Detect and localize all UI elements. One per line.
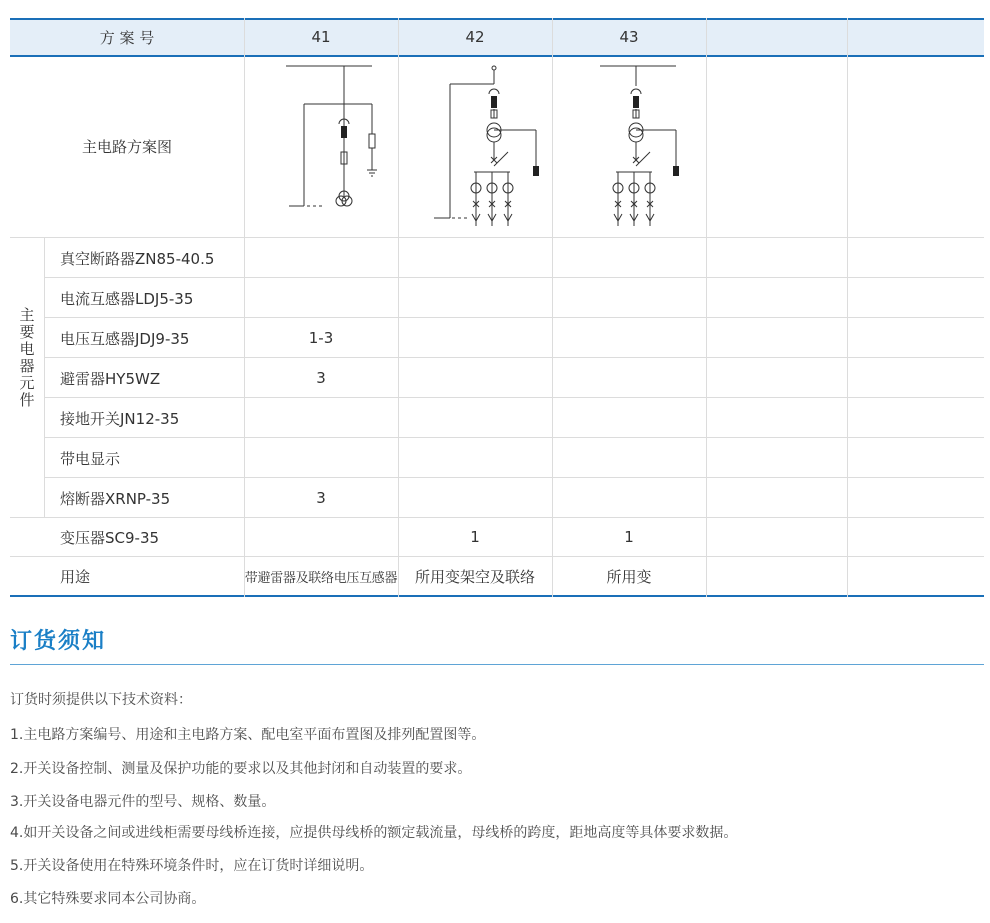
col-divider — [44, 237, 45, 517]
group-label-char: 元 — [19, 374, 35, 392]
ordering-item: 2.开关设备控制、测量及保护功能的要求以及其他封闭和自动装置的要求。 — [10, 761, 472, 777]
col-divider — [706, 18, 707, 597]
group-label-char: 器 — [19, 357, 35, 375]
component-name: 避雷器HY5WZ — [60, 369, 161, 388]
scheme-header-label: 方 案 号 — [99, 28, 155, 47]
scheme-number — [706, 18, 847, 56]
component-name: 熔断器XRNP-35 — [60, 489, 171, 508]
circuit-diagram-41 — [244, 56, 398, 237]
component-name: 接地开关JN12-35 — [60, 409, 180, 428]
scheme-number: 41 — [311, 28, 331, 46]
ordering-item: 4.如开关设备之间或进线柜需要母线桥连接，应提供母线桥的额定载流量，母线桥的跨度，距地高度等具体要求数据。 — [10, 825, 738, 841]
main-components-group-label — [10, 298, 44, 418]
table-bottom-border — [10, 595, 984, 597]
usage-value: 所用变架空及联络 — [414, 567, 535, 586]
ordering-intro: 订货时须提供以下技术资料： — [10, 692, 192, 708]
scheme-table — [10, 18, 984, 597]
scheme-number: 42 — [465, 28, 485, 46]
ordering-section-title: 订货须知 — [10, 629, 107, 654]
component-value: 3 — [316, 489, 326, 507]
circuit-diagram-42 — [398, 56, 552, 237]
group-label-char: 件 — [19, 391, 35, 409]
ordering-section-divider — [10, 664, 984, 665]
circuit-diagram-43 — [552, 56, 706, 237]
group-label-char: 电 — [19, 340, 35, 358]
col-divider — [847, 18, 848, 597]
scheme-number: 43 — [619, 28, 639, 46]
transformer-name: 变压器SC9-35 — [60, 528, 160, 547]
transformer-value: 1 — [624, 528, 634, 546]
usage-label: 用途 — [60, 567, 91, 586]
group-label-char: 要 — [19, 323, 35, 341]
ordering-item: 6.其它特殊要求同本公司协商。 — [10, 891, 206, 907]
component-name: 电压互感器JDJ9-35 — [60, 329, 190, 348]
transformer-value: 1 — [470, 528, 480, 546]
scheme-number — [847, 18, 984, 56]
ordering-item: 3.开关设备电器元件的型号、规格、数量。 — [10, 794, 276, 810]
component-value: 3 — [316, 369, 326, 387]
diagram-row-label: 主电路方案图 — [81, 138, 172, 156]
component-value: 1-3 — [308, 329, 334, 347]
group-label-char: 主 — [19, 306, 35, 324]
ordering-item: 5.开关设备使用在特殊环境条件时，应在订货时详细说明。 — [10, 858, 374, 874]
component-name: 电流互感器LDJ5-35 — [60, 289, 194, 308]
component-name: 真空断路器ZN85-40.5 — [60, 249, 215, 268]
component-name: 带电显示 — [60, 449, 121, 468]
usage-value: 带避雷器及联络电压互感器 — [244, 570, 398, 586]
usage-value: 所用变 — [606, 567, 652, 586]
ordering-item: 1.主电路方案编号、用途和主电路方案、配电室平面布置图及排列配置图等。 — [10, 727, 486, 743]
